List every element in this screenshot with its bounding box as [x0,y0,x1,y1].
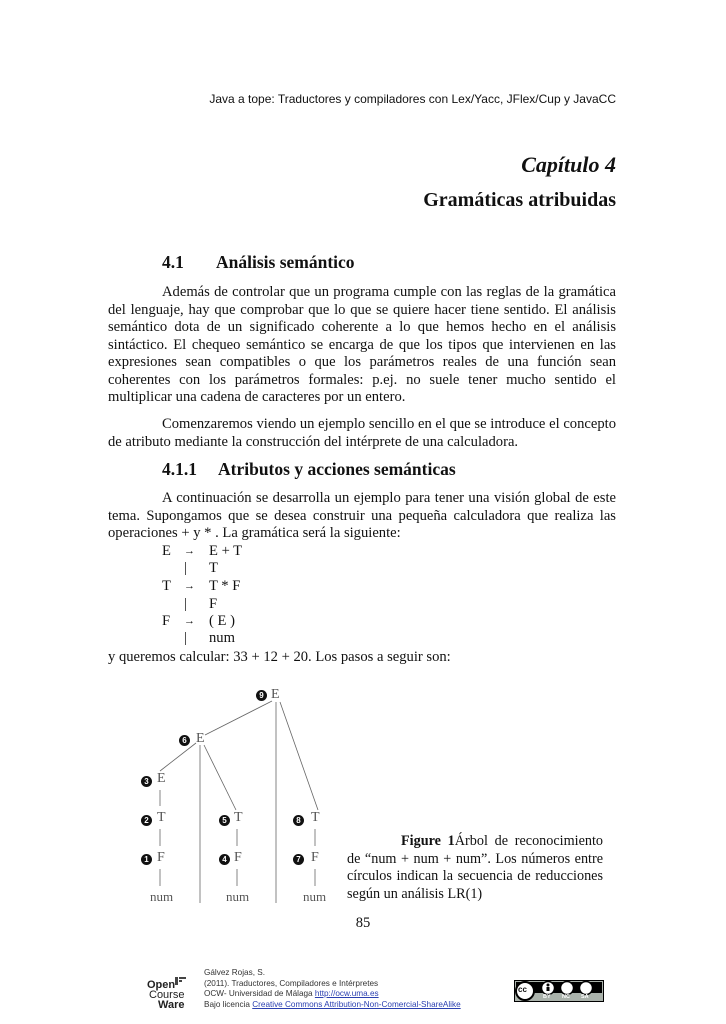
step-badge: 4 [219,854,230,865]
tree-node-F: F [234,850,242,865]
tree-node-F: F [157,850,165,865]
paragraph-calculator-intro: Comenzaremos viendo un ejemplo sencillo en el que se introduce el concepto de atributo mediante la construcción del intérprete de una calculadora. [108,416,616,450]
tree-node-T: T [234,810,243,825]
tree-edge [205,701,272,735]
step-badge: 1 [141,854,152,865]
tree-node-E: E [196,731,205,746]
grammar-lhs: E [162,543,171,559]
grammar-rhs: F [209,596,218,612]
grammar-lhs: F [162,613,171,629]
tree-edge [204,745,236,810]
opencourseware-logo [145,975,193,1015]
ocw-mark-icon [175,976,187,986]
footer-citation [204,968,461,1010]
figure-caption [347,833,603,903]
grammar-alternative-bar: | [184,596,187,612]
chapter-title: Gramáticas atribuidas [423,189,616,211]
cc-label: cc [518,985,527,994]
cc-by-label: BY [543,994,551,1000]
paragraph-grammar-intro: A continuación se desarrolla un ejemplo para tener una visión global de este tema. Supongamos que se desea construir una pequeña calculadora que realiza las operaciones + y * . La gramática será la siguiente: [108,490,616,541]
paragraph-semantic-analysis: Además de controlar que un programa cumple con las reglas de la gramática del lenguaje, hay que comprobar que lo que se quiere hacer tiene sentido. El análisis semántico dota de un significado coherente a lo que hemos hecho en el análisis sintáctico. El chequeo semántico se encarga de que los tipos que intervienen en las expresiones sean compatibles o que los parámetros reales de una función sean coherentes con los parámetros formales: p.ej. no suele tener mucho sentido el multiplicar una cadena de caracteres por un entero. [108,284,616,405]
tree-node-T: T [157,810,166,825]
arrow-icon: → [184,545,195,557]
step-badge: 5 [219,815,230,826]
grammar-rhs: E + T [209,543,243,559]
tree-node-E: E [271,687,280,702]
tree-leaf-num: num [226,889,250,904]
logo-word: Course [149,989,185,1001]
logo-word: Ware [158,999,185,1011]
grammar-lhs: T [162,578,171,594]
step-badge: 3 [141,776,152,787]
section-title: Atributos y acciones semánticas [218,459,456,479]
tree-node-E: E [157,771,166,786]
footer-license-label: Bajo licencia [204,999,253,1009]
section-heading-4-1-1 [162,459,456,480]
grammar-alternative-bar: | [184,630,187,646]
section-number: 4.1.1 [162,459,197,479]
step-badge: 6 [179,735,190,746]
closing-line: y queremos calcular: 33 + 12 + 20. Los pasos a seguir son: [108,649,451,665]
grammar-rhs: num [209,630,235,646]
section-title: Análisis semántico [216,252,355,272]
step-badge: 2 [141,815,152,826]
footer-author: Gálvez Rojas, S. [204,968,265,977]
tree-edge [160,743,196,771]
footer-institution [204,989,461,1000]
grammar-rhs: T [209,560,218,576]
tree-node-T: T [311,810,320,825]
running-header: Java a tope: Traductores y compiladores con Lex/Yacc, JFlex/Cup y JavaCC [209,92,616,106]
creative-commons-badge[interactable] [514,980,604,1002]
grammar-rhs: ( E ) [209,613,235,629]
tree-leaf-num: num [150,889,174,904]
tree-leaf-num: num [303,889,327,904]
cc-by-nc-sa-icon [514,980,604,1002]
page-number: 85 [355,915,371,931]
cc-nc-label: NC [562,994,570,1000]
footer-title: (2011). Traductores, Compiladores e Intérpretes [204,978,379,988]
section-number: 4.1 [162,252,184,272]
step-badge: 8 [293,815,304,826]
cc-sa-label: SA [581,994,589,1000]
arrow-icon: → [184,580,195,592]
footer-institution-label: OCW- Universidad de Málaga [204,989,315,999]
tree-node-F: F [311,850,319,865]
footer-license [204,1000,461,1011]
figure-label: Figure 1 [401,833,455,849]
figure-caption-text: Árbol de reconocimiento de “num + num + num”. Los números entre círculos indican la secuencia de reducciones según un análisis LR(1) [347,833,604,902]
logo-word: Open [147,979,176,991]
chapter-label: Capítulo 4 [521,152,616,177]
grammar-alternative-bar: | [184,560,187,576]
step-badge: 7 [293,854,304,865]
step-badge: 9 [256,690,267,701]
section-heading-4-1 [162,252,355,273]
arrow-icon: → [184,615,195,627]
license-link[interactable]: Creative Commons Attribution-Non-Comercial-ShareAlike [252,999,461,1009]
grammar-rhs: T * F [209,578,241,594]
ocw-link[interactable]: http://ocw.uma.es [314,989,379,999]
tree-edge [280,702,318,810]
